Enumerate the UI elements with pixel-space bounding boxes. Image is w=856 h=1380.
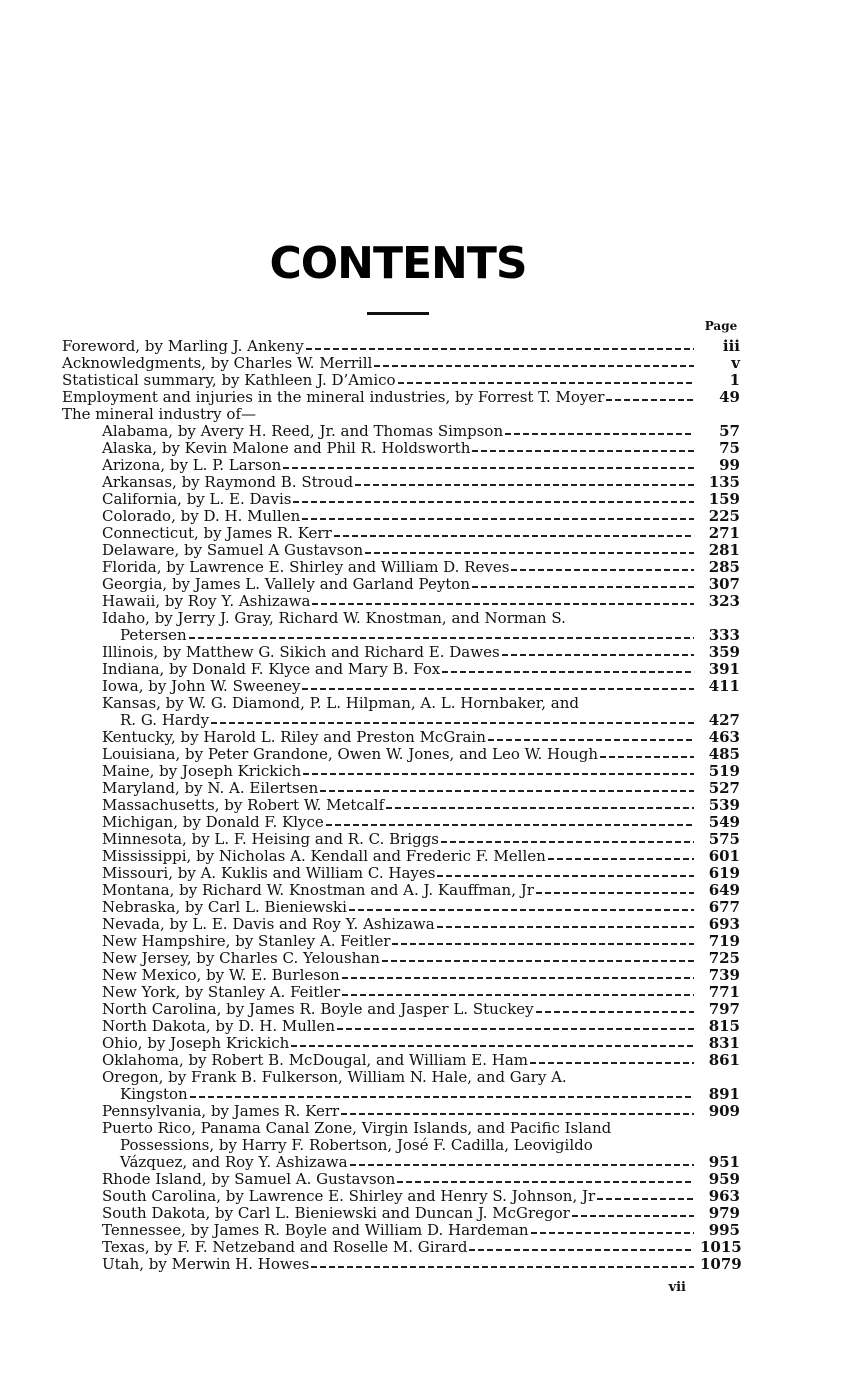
toc-entry-label: Nevada, by L. E. Davis and Roy Y. Ashizawa [102,915,435,933]
toc-entry-page: 995 [708,1221,740,1239]
dot-leader [189,637,694,639]
toc-entry [62,916,740,933]
toc-entry-label: New Mexico, by W. E. Burleson [102,966,340,984]
toc-entry [62,1239,740,1256]
title-rule [367,312,429,315]
toc-entry-page: 75 [719,439,740,457]
toc-entry-page: 861 [708,1051,740,1069]
toc-entry [62,542,740,559]
dot-leader [312,603,694,605]
toc-entry [62,797,740,814]
toc-entry-page: 619 [708,864,740,882]
toc-entry [62,491,740,508]
dot-leader [283,467,694,469]
toc-entry-page: 815 [708,1017,740,1035]
toc-entry-page: 677 [708,898,740,916]
dot-leader [293,501,694,503]
dot-leader [334,535,694,537]
toc-entry-label: New Hampshire, by Stanley A. Feitler [102,932,391,950]
dot-leader [472,586,694,588]
toc-entry-label: Connecticut, by James R. Kerr [102,524,332,542]
toc-entry-page: 891 [708,1085,740,1103]
toc-entry [62,1001,740,1018]
toc-entry-page: 281 [708,541,740,559]
toc-entry-page: 285 [708,558,740,576]
toc-entry-page: 307 [708,575,740,593]
toc-entry-label: R. G. Hardy [120,711,210,729]
toc-entry [62,729,740,746]
toc-entry-page: 159 [708,490,740,508]
toc-entry-page: 519 [708,762,740,780]
toc-entry-page: 951 [708,1153,740,1171]
dot-leader [441,841,694,843]
toc-entry-label: Foreword, by Marling J. Ankeny [62,337,304,355]
toc-entry [62,1205,740,1222]
toc-entry [62,1137,740,1154]
toc-entry-page: 575 [708,830,740,848]
toc-entry-label: Tennessee, by James R. Boyle and William D. Hardeman [102,1221,529,1239]
toc-entry-page: 427 [708,711,740,729]
toc-entry-label: Maryland, by N. A. Eilertsen [102,779,319,797]
toc-entry [62,1171,740,1188]
toc-entry [62,593,740,610]
dot-leader [511,569,694,571]
toc-entry [62,508,740,525]
toc-entry-page: 1 [729,371,740,389]
toc-entry-label: Alabama, by Avery H. Reed, Jr. and Thomas Simpson [102,422,504,440]
toc-entry-label: Colorado, by D. H. Mullen [102,507,301,525]
toc-entry-label: Illinois, by Matthew G. Sikich and Richard E. Dawes [102,643,500,661]
toc-entry [62,423,740,440]
page-title: CONTENTS [269,238,527,289]
toc-entry-label: Puerto Rico, Panama Canal Zone, Virgin Islands, and Pacific Island [102,1119,612,1137]
toc-entry-label: Florida, by Lawrence E. Shirley and William D. Reves [102,558,510,576]
toc-entry [62,355,740,372]
dot-leader [505,433,694,435]
toc-entry-label: Oregon, by Frank B. Fulkerson, William N. Hale, and Gary A. [102,1068,567,1086]
toc-entry [62,1188,740,1205]
dot-leader [326,824,694,826]
toc-entry-page: 831 [708,1034,740,1052]
toc-entry [62,627,740,644]
dot-leader [386,807,694,809]
toc-entry [62,576,740,593]
toc-entry-page: 527 [708,779,740,797]
dot-leader [606,399,694,401]
toc-entry-page: 959 [708,1170,740,1188]
toc-entry [62,1035,740,1052]
toc-entry-label: California, by L. E. Davis [102,490,292,508]
dot-leader [472,450,694,452]
toc-entry-label: Kentucky, by Harold L. Riley and Preston McGrain [102,728,486,746]
dot-leader [190,1096,694,1098]
toc-entry-page: 539 [708,796,740,814]
dot-leader [530,1062,694,1064]
toc-entry [62,1052,740,1069]
toc-entry-page: 49 [719,388,740,406]
toc-entry-label: New Jersey, by Charles C. Yeloushan [102,949,380,967]
toc-entry-label: Iowa, by John W. Sweeney [102,677,301,695]
dot-leader [306,348,694,350]
dot-leader [302,518,694,520]
toc-entry-label: South Carolina, by Lawrence E. Shirley and Henry S. Johnson, Jr [102,1187,596,1205]
dot-leader [437,926,694,928]
toc-entry-page: 963 [708,1187,740,1205]
toc-entry [62,882,740,899]
dot-leader [469,1249,694,1251]
toc-entry-label: Montana, by Richard W. Knostman and A. J. Kauffman, Jr [102,881,534,899]
toc-entry-page: 463 [708,728,740,746]
toc-entry-page: 391 [708,660,740,678]
toc-entry [62,440,740,457]
toc-entry-label: Ohio, by Joseph Krickich [102,1034,290,1052]
toc-entry [62,984,740,1001]
dot-leader [437,875,694,877]
toc-entry-label: Michigan, by Donald F. Klyce [102,813,324,831]
toc-entry-label: Rhode Island, by Samuel A. Gustavson [102,1170,396,1188]
toc-entry-label: Massachusetts, by Robert W. Metcalf [102,796,385,814]
dot-leader [531,1232,694,1234]
dot-leader [355,484,694,486]
dot-leader [342,977,694,979]
toc-entry-page: 549 [708,813,740,831]
dot-leader [572,1215,694,1217]
toc-entry [62,1018,740,1035]
toc-entry-label: Texas, by F. F. Netzeband and Roselle M. Girard [102,1238,468,1256]
dot-leader [442,671,694,673]
toc-entry [62,780,740,797]
toc-entry-page: 135 [708,473,740,491]
toc-entry [62,1256,740,1273]
toc-entry [62,933,740,950]
dot-leader [349,909,694,911]
toc-entry-page: 725 [708,949,740,967]
page-column-header: Page [704,319,738,333]
toc-entry [62,610,740,627]
toc-entry-label: Vázquez, and Roy Y. Ashizawa [120,1153,348,1171]
toc-entry-label: Arkansas, by Raymond B. Stroud [102,473,354,491]
toc-entry [62,848,740,865]
dot-leader [392,943,694,945]
dot-leader [350,1164,694,1166]
toc-entry [62,474,740,491]
toc-entry-page: 57 [719,422,740,440]
toc-entry-page: 649 [708,881,740,899]
toc-entry [62,712,740,729]
toc-entry [62,406,740,423]
toc-entry-label: Kansas, by W. G. Diamond, P. L. Hilpman, A. L. Hornbaker, and [102,694,579,712]
toc-entry-label: Employment and injuries in the mineral industries, by Forrest T. Moyer [62,388,605,406]
toc-entry-label: Louisiana, by Peter Grandone, Owen W. Jones, and Leo W. Hough [102,745,599,763]
dot-leader [536,1011,694,1013]
toc-entry-page: 359 [708,643,740,661]
dot-leader [320,790,694,792]
toc-entry-label: Petersen [120,626,187,644]
toc-entry-label: The mineral industry of— [62,405,256,423]
page-folio: vii [668,1280,686,1295]
toc-entry [62,559,740,576]
toc-entry-label: New York, by Stanley A. Feitler [102,983,341,1001]
toc-entry-page: 1015 [700,1238,742,1256]
toc-entry [62,1103,740,1120]
dot-leader [397,1181,694,1183]
toc-entry [62,372,740,389]
dot-leader [337,1028,694,1030]
dot-leader [303,773,694,775]
toc-entry [62,865,740,882]
toc-entry [62,457,740,474]
dot-leader [291,1045,694,1047]
dot-leader [365,552,694,554]
dot-leader [398,382,694,384]
toc-entry-page: iii [722,337,740,355]
toc-entry [62,695,740,712]
toc-entry-page: 1079 [700,1255,742,1273]
toc-entry-label: North Carolina, by James R. Boyle and Jasper L. Stuckey [102,1000,534,1018]
toc-entry-page: 693 [708,915,740,933]
dot-leader [536,892,694,894]
toc-entry-label: Mississippi, by Nicholas A. Kendall and Frederic F. Mellen [102,847,546,865]
toc-entry-page: 411 [708,677,740,695]
dot-leader [342,994,694,996]
toc-entry-label: Alaska, by Kevin Malone and Phil R. Holdsworth [102,439,471,457]
toc-entry [62,525,740,542]
toc-entry-page: 771 [708,983,740,1001]
toc-entry-label: South Dakota, by Carl L. Bieniewski and Duncan J. McGregor [102,1204,570,1222]
toc-entry-page: 485 [708,745,740,763]
toc-entry-page: 719 [708,932,740,950]
toc-entry-label: Possessions, by Harry F. Robertson, José F. Cadilla, Leovigildo [120,1136,593,1154]
toc-entry [62,899,740,916]
dot-leader [211,722,694,724]
toc-entry [62,763,740,780]
dot-leader [600,756,694,758]
toc-entry-label: Missouri, by A. Kuklis and William C. Hayes [102,864,436,882]
toc-entry-label: Maine, by Joseph Krickich [102,762,302,780]
toc-entry [62,1086,740,1103]
dot-leader [502,654,694,656]
toc-entry-page: 323 [708,592,740,610]
toc-entry-label: Delaware, by Samuel A Gustavson [102,541,364,559]
toc-entry-page: 271 [708,524,740,542]
toc-entry-label: Nebraska, by Carl L. Bieniewski [102,898,347,916]
toc-entry [62,1120,740,1137]
toc-entry [62,831,740,848]
dot-leader [374,365,694,367]
toc-entry-label: Statistical summary, by Kathleen J. D’Amico [62,371,396,389]
toc-entry [62,338,740,355]
toc-entry [62,950,740,967]
toc-entry-page: 909 [708,1102,740,1120]
toc-entry-page: 225 [708,507,740,525]
toc-entry-label: Utah, by Merwin H. Howes [102,1255,310,1273]
toc-entry [62,967,740,984]
toc-entry [62,746,740,763]
toc-entry-label: Minnesota, by L. F. Heising and R. C. Briggs [102,830,439,848]
dot-leader [548,858,694,860]
toc-entry [62,661,740,678]
toc-entry-page: 979 [708,1204,740,1222]
toc-entry [62,814,740,831]
toc-entry-label: Pennsylvania, by James R. Kerr [102,1102,340,1120]
toc-entry-label: Oklahoma, by Robert B. McDougal, and William E. Ham [102,1051,529,1069]
toc-entry [62,644,740,661]
toc-entry-page: 601 [708,847,740,865]
dot-leader [341,1113,694,1115]
toc-entry-page: 99 [719,456,740,474]
toc-entry-page: v [731,354,740,372]
toc-entry-label: Georgia, by James L. Vallely and Garland Peyton [102,575,471,593]
dot-leader [311,1266,694,1268]
toc-entry-label: Arizona, by L. P. Larson [102,456,282,474]
toc-entry [62,678,740,695]
toc-entry [62,1222,740,1239]
toc-entry-label: Hawaii, by Roy Y. Ashizawa [102,592,311,610]
toc-entry-label: Indiana, by Donald F. Klyce and Mary B. Fox [102,660,441,678]
toc-entry-label: Kingston [120,1085,188,1103]
toc-entry [62,1154,740,1171]
toc-entry-label: North Dakota, by D. H. Mullen [102,1017,336,1035]
toc-entry-label: Idaho, by Jerry J. Gray, Richard W. Knostman, and Norman S. [102,609,566,627]
dot-leader [597,1198,694,1200]
dot-leader [302,688,694,690]
dot-leader [382,960,694,962]
toc-entry-page: 739 [708,966,740,984]
dot-leader [488,739,694,741]
toc-entry [62,1069,740,1086]
toc-entry-page: 333 [708,626,740,644]
toc-entry [62,389,740,406]
toc-entry-label: Acknowledgments, by Charles W. Merrill [62,354,373,372]
table-of-contents [62,338,740,1273]
toc-entry-page: 797 [708,1000,740,1018]
